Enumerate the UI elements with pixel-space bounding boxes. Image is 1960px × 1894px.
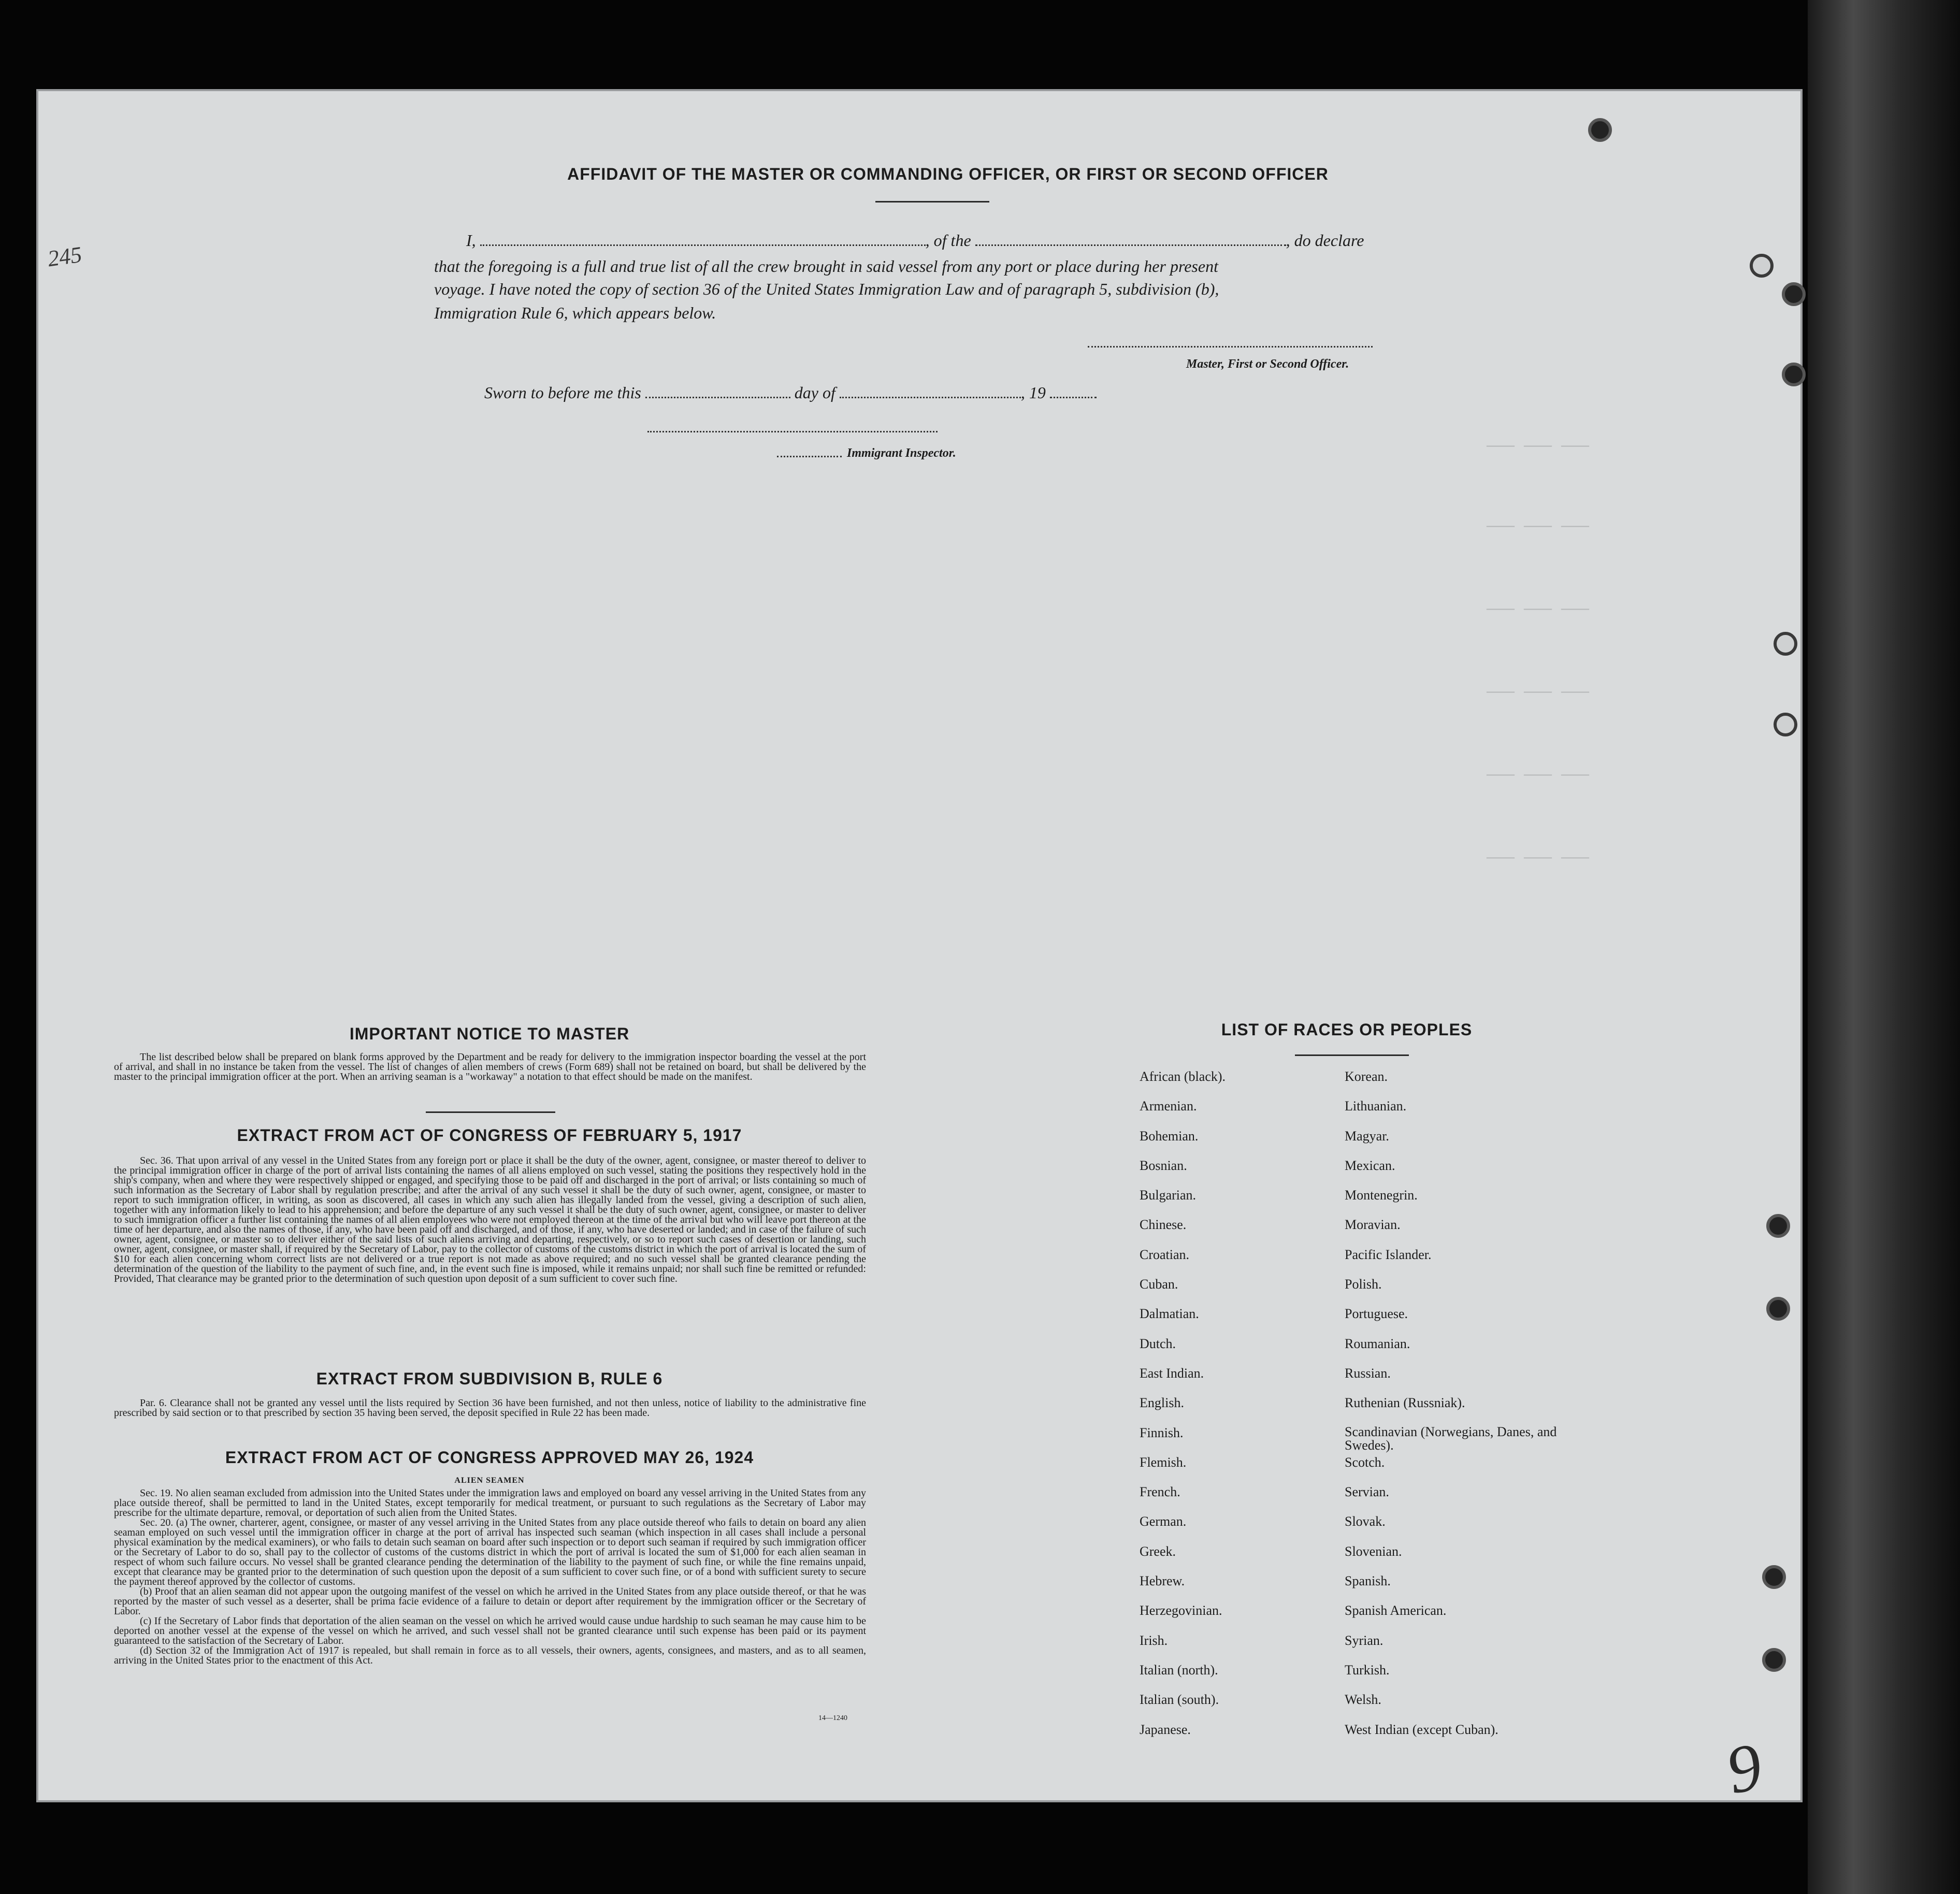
race-item: Welsh. (1345, 1692, 1381, 1708)
affidavit-title: AFFIDAVIT OF THE MASTER OR COMMANDING OFFICER, OR FIRST OR SECOND OFFICER (567, 165, 1329, 183)
race-item: German. (1140, 1514, 1187, 1529)
race-item: Scotch. (1345, 1454, 1385, 1470)
extract-rule6-paragraph: Par. 6. Clearance shall not be granted any vessel until the lists required by Section 36 have been furnished, and not then unless, notice of liability to the administrative fine prescribed by said section or to that prescribed by section 35 having been served, the deposit specified in Rule 22 has been made. (114, 1397, 866, 1419)
master-signature-label: Master, First or Second Officer. (1186, 357, 1349, 371)
punch-hole (1588, 118, 1612, 142)
notice-body (114, 1052, 866, 1082)
affidavit-line-3: voyage. I have noted the copy of section 36 of the United States Immigration Law and of paragraph 5, subdivision (b), (434, 280, 1219, 298)
inspector-short-line (777, 456, 842, 457)
inspector-label: Immigrant Inspector. (847, 446, 956, 460)
race-item: Pacific Islander. (1345, 1247, 1432, 1262)
affidavit-line-2: that the foregoing is a full and true list of all the crew brought in said vessel from any port or place during her present (434, 257, 1218, 276)
race-item: Flemish. (1140, 1454, 1187, 1470)
margin-handwritten-number: 245 (46, 241, 84, 272)
year-prefix: , 19 (1020, 383, 1046, 402)
race-item: Korean. (1345, 1069, 1388, 1084)
race-item: Herzegovinian. (1140, 1603, 1222, 1618)
notice-title: IMPORTANT NOTICE TO MASTER (349, 1024, 630, 1043)
punch-hole (1762, 1648, 1786, 1672)
sworn-year-blank[interactable] (1050, 397, 1097, 398)
race-item: Moravian. (1345, 1217, 1401, 1233)
races-left-column (1140, 1069, 1336, 1752)
race-item: Cuban. (1140, 1277, 1178, 1292)
race-item: English. (1140, 1395, 1184, 1411)
punch-hole (1774, 632, 1797, 656)
sworn-month-blank[interactable] (840, 397, 1021, 398)
of-the: , of the (925, 231, 971, 250)
alien-seamen-subtitle: ALIEN SEAMEN (454, 1476, 525, 1485)
extract-rule6-body (114, 1398, 866, 1418)
extract-rule6-title: EXTRACT FROM SUBDIVISION B, RULE 6 (316, 1369, 663, 1388)
race-item: Mexican. (1345, 1158, 1395, 1173)
title-rule (875, 201, 989, 203)
form-number: 14—1240 (818, 1714, 847, 1722)
race-item: African (black). (1140, 1069, 1226, 1084)
affidavit-line-1 (466, 229, 1424, 252)
extract-1924-paragraph: (d) Section 32 of the Immigration Act of 1917 is repealed, but shall remain in force as to all vessels, their owners, agents, consignees, and masters, and as to all seamen, arriving in the United States prior to the enactment of this Act. (114, 1645, 866, 1666)
race-item: Servian. (1345, 1484, 1389, 1500)
race-item: Croatian. (1140, 1247, 1190, 1262)
punch-hole (1750, 254, 1774, 278)
bleed-through-text: ——— ——— ——— (1487, 849, 1590, 867)
race-item: Bosnian. (1140, 1158, 1187, 1173)
bleed-through-text: ——— ——— ——— (1487, 518, 1590, 536)
inspector-signature-line[interactable] (647, 431, 938, 432)
race-item: Bulgarian. (1140, 1188, 1197, 1203)
race-item: Spanish. (1345, 1573, 1391, 1589)
race-item: Polish. (1345, 1277, 1382, 1292)
race-item: Dutch. (1140, 1336, 1176, 1351)
i-word: I, (466, 231, 476, 250)
race-item: Armenian. (1140, 1098, 1197, 1114)
race-item: Roumanian. (1345, 1336, 1410, 1351)
race-item: Turkish. (1345, 1662, 1390, 1678)
extract-1924-body (114, 1488, 866, 1666)
sworn-label: Sworn to before me this (484, 383, 641, 402)
extract-1924-paragraph: (b) Proof that an alien seaman did not appear upon the outgoing manifest of the vessel on which he arrived in the United States from any place outside thereof, or that he was reported by the master of such vessel as a deserter, shall be prima facie evidence of a failure to detain or deport after requirement by the immigration officer or the Secretary of Labor. (114, 1586, 866, 1617)
punch-hole (1782, 363, 1806, 386)
bleed-through-text: ——— ——— ——— (1487, 767, 1590, 784)
day-of-label: day of (794, 383, 835, 402)
sworn-line (484, 381, 1097, 404)
race-item: Magyar. (1345, 1128, 1389, 1144)
punch-hole (1766, 1297, 1790, 1321)
race-item: Italian (north). (1140, 1662, 1218, 1678)
affidavit-line-4: Immigration Rule 6, which appears below. (434, 303, 716, 322)
extract-1924-paragraph: (c) If the Secretary of Labor finds that deportation of the alien seaman on the vessel on which he arrived would cause undue hardship to such seaman he may cause him to be deported on another vessel at the expense of the vessel on which he arrived, and such vessel shall not be granted clearance until such expense has been paid or its payment guaranteed to the satisfaction of the Secretary of Labor. (114, 1615, 866, 1646)
race-item: Hebrew. (1140, 1573, 1185, 1589)
race-item: Montenegrin. (1345, 1188, 1418, 1203)
extract-1924-paragraph: Sec. 19. No alien seaman excluded from admission into the United States under the immigration laws and employed on board any vessel arriving in the United States from any place outside thereof, shall be permitted to land in the United States, except temporarily for medical treatment, or pursuant to such regulations as the Secretary of Labor may prescribe for the ultimate departure, removal, or deportation of such alien from the United States. (114, 1487, 866, 1519)
race-item: Finnish. (1140, 1425, 1184, 1440)
vessel-blank[interactable] (975, 244, 1286, 246)
race-item: Chinese. (1140, 1217, 1187, 1233)
extract-1924-paragraph: Sec. 20. (a) The owner, charterer, agent, consignee, or master of any vessel arriving in the United States from any place outside thereof who fails to detain on board any alien seaman employed on such vessel until the immigration officer in charge at the port of arrival has inspected such seaman (which inspection in all cases shall include a personal physical examination by the medical examiners), or who fails to detain such seaman on board after such inspection or to deport such seaman if required by such immigration officer or the Secretary of Labor to do so, shall pay to the collector of customs of the customs district in which the port of arrival is located the sum of $1,000 for each alien seaman in respect of whom such failure occurs. No vessel shall be granted clearance pending the determination of the liability to the payment of such fine, or while the fine remains unpaid, except that clearance may be granted prior to the determination of such question upon the deposit of a sum sufficient to cover such fine, or of a bond with sufficient surety to secure the payment thereof approved by the collector of customs. (114, 1517, 866, 1587)
race-item: Italian (south). (1140, 1692, 1219, 1708)
extract-1917-title: EXTRACT FROM ACT OF CONGRESS OF FEBRUARY 5, 1917 (237, 1126, 742, 1145)
sworn-day-blank[interactable] (645, 397, 790, 398)
races-title: LIST OF RACES OR PEOPLES (1221, 1020, 1473, 1039)
bleed-through-text: ——— ——— ——— (1487, 601, 1590, 618)
extract-1917-paragraph: Sec. 36. That upon arrival of any vessel in the United States from any foreign port or place it shall be the duty of the owner, agent, consignee, or master thereof to deliver to the principal immigration officer in charge of the port of arrival lists containing the names of all aliens employed on such vessel, stating the positions they respectively hold in the ship's company, when and where they were respectively shipped or engaged, and specifying those to be paid off and discharged in the port of arrival; or lists containing so much of such information as the Secretary of Labor shall by regulation prescribe; and after the arrival of any such vessel it shall be the duty of such owner, agent, consignee, or master to report to such immigration officer, in writing, as soon as discovered, all cases in which any such alien has illegally landed from the vessel, giving a description of such alien, together with any information likely to lead to his apprehension; and before the departure of any such vessel it shall be the duty of such owner, agent, consignee, or master to deliver to such immigration officer a further list containing the names of all alien employees who were not employed thereon at the time of the arrival but who will leave port thereon at the time of her departure, and also the names of those, if any, who have been paid off and discharged, and of those, if any, who have deserted or landed; and in case of the failure of such owner, agent, consignee, or master so to deliver either of the said lists of such aliens arriving and departing, respectively, or so to report such cases of desertion or landing, such owner, agent, consignee, or master shall, if required by the Secretary of Labor, pay to the collector of customs of the customs district in which the port of arrival is located the sum of $10 for each alien concerning whom correct lists are not delivered or a true report is not made as above required; and no such vessel shall be granted clearance pending the determination of the question of the liability to the payment of such fine, and, in the event such fine is imposed, while it remains unpaid; nor shall such fine be remitted or refunded: Provided, That clearance may be granted prior to the determination of such question upon deposit of a sum sufficient to cover such fine. (114, 1155, 866, 1284)
punch-hole (1766, 1214, 1790, 1238)
race-item: Japanese. (1140, 1722, 1191, 1737)
extract-1917-body (114, 1156, 866, 1284)
race-item: Russian. (1345, 1365, 1391, 1381)
race-item: Slovak. (1345, 1514, 1386, 1529)
race-item: Slovenian. (1345, 1543, 1402, 1559)
race-item: West Indian (except Cuban). (1345, 1722, 1498, 1737)
race-item: Dalmatian. (1140, 1306, 1199, 1322)
race-item: East Indian. (1140, 1365, 1204, 1381)
corner-handwritten-mark: 9 (1720, 1728, 1769, 1809)
race-item: Syrian. (1345, 1632, 1383, 1648)
race-item: Ruthenian (Russniak). (1345, 1395, 1465, 1411)
race-item: Bohemian. (1140, 1128, 1199, 1144)
race-item: Scandinavian (Norwegians, Danes, and Swedes). (1345, 1424, 1557, 1453)
race-item: Lithuanian. (1345, 1098, 1407, 1114)
do-declare: , do declare (1286, 231, 1364, 250)
race-item: Spanish American. (1345, 1603, 1447, 1618)
race-item: Greek. (1140, 1543, 1176, 1559)
punch-hole (1774, 713, 1797, 736)
races-rule (1295, 1054, 1409, 1056)
bleed-through-text: ——— ——— ——— (1487, 438, 1590, 455)
races-right-column (1345, 1069, 1562, 1752)
extract-1924-title: EXTRACT FROM ACT OF CONGRESS APPROVED MAY 26, 1924 (225, 1448, 754, 1467)
section-rule (426, 1111, 555, 1113)
notice-paragraph: The list described below shall be prepared on blank forms approved by the Department and be ready for delivery to the immigration inspector boarding the vessel at the port of arrival, and shall in no instance be taken from the vessel. The list of changes of alien members of crews (Form 689) shall not be retained on board, but shall be delivered by the master to the principal immigration officer at the port. When an arriving seaman is a "workaway" a notation to that effect should be made on the manifest. (114, 1051, 866, 1082)
race-item: French. (1140, 1484, 1180, 1500)
name-blank[interactable] (480, 244, 926, 246)
punch-hole (1782, 282, 1806, 306)
race-item: Irish. (1140, 1632, 1168, 1648)
punch-hole (1762, 1565, 1786, 1589)
bleed-through-text: ——— ——— ——— (1487, 684, 1590, 701)
race-item: Portuguese. (1345, 1306, 1408, 1322)
master-signature-line[interactable] (1088, 346, 1373, 348)
film-edge-strip (1808, 0, 1960, 1894)
